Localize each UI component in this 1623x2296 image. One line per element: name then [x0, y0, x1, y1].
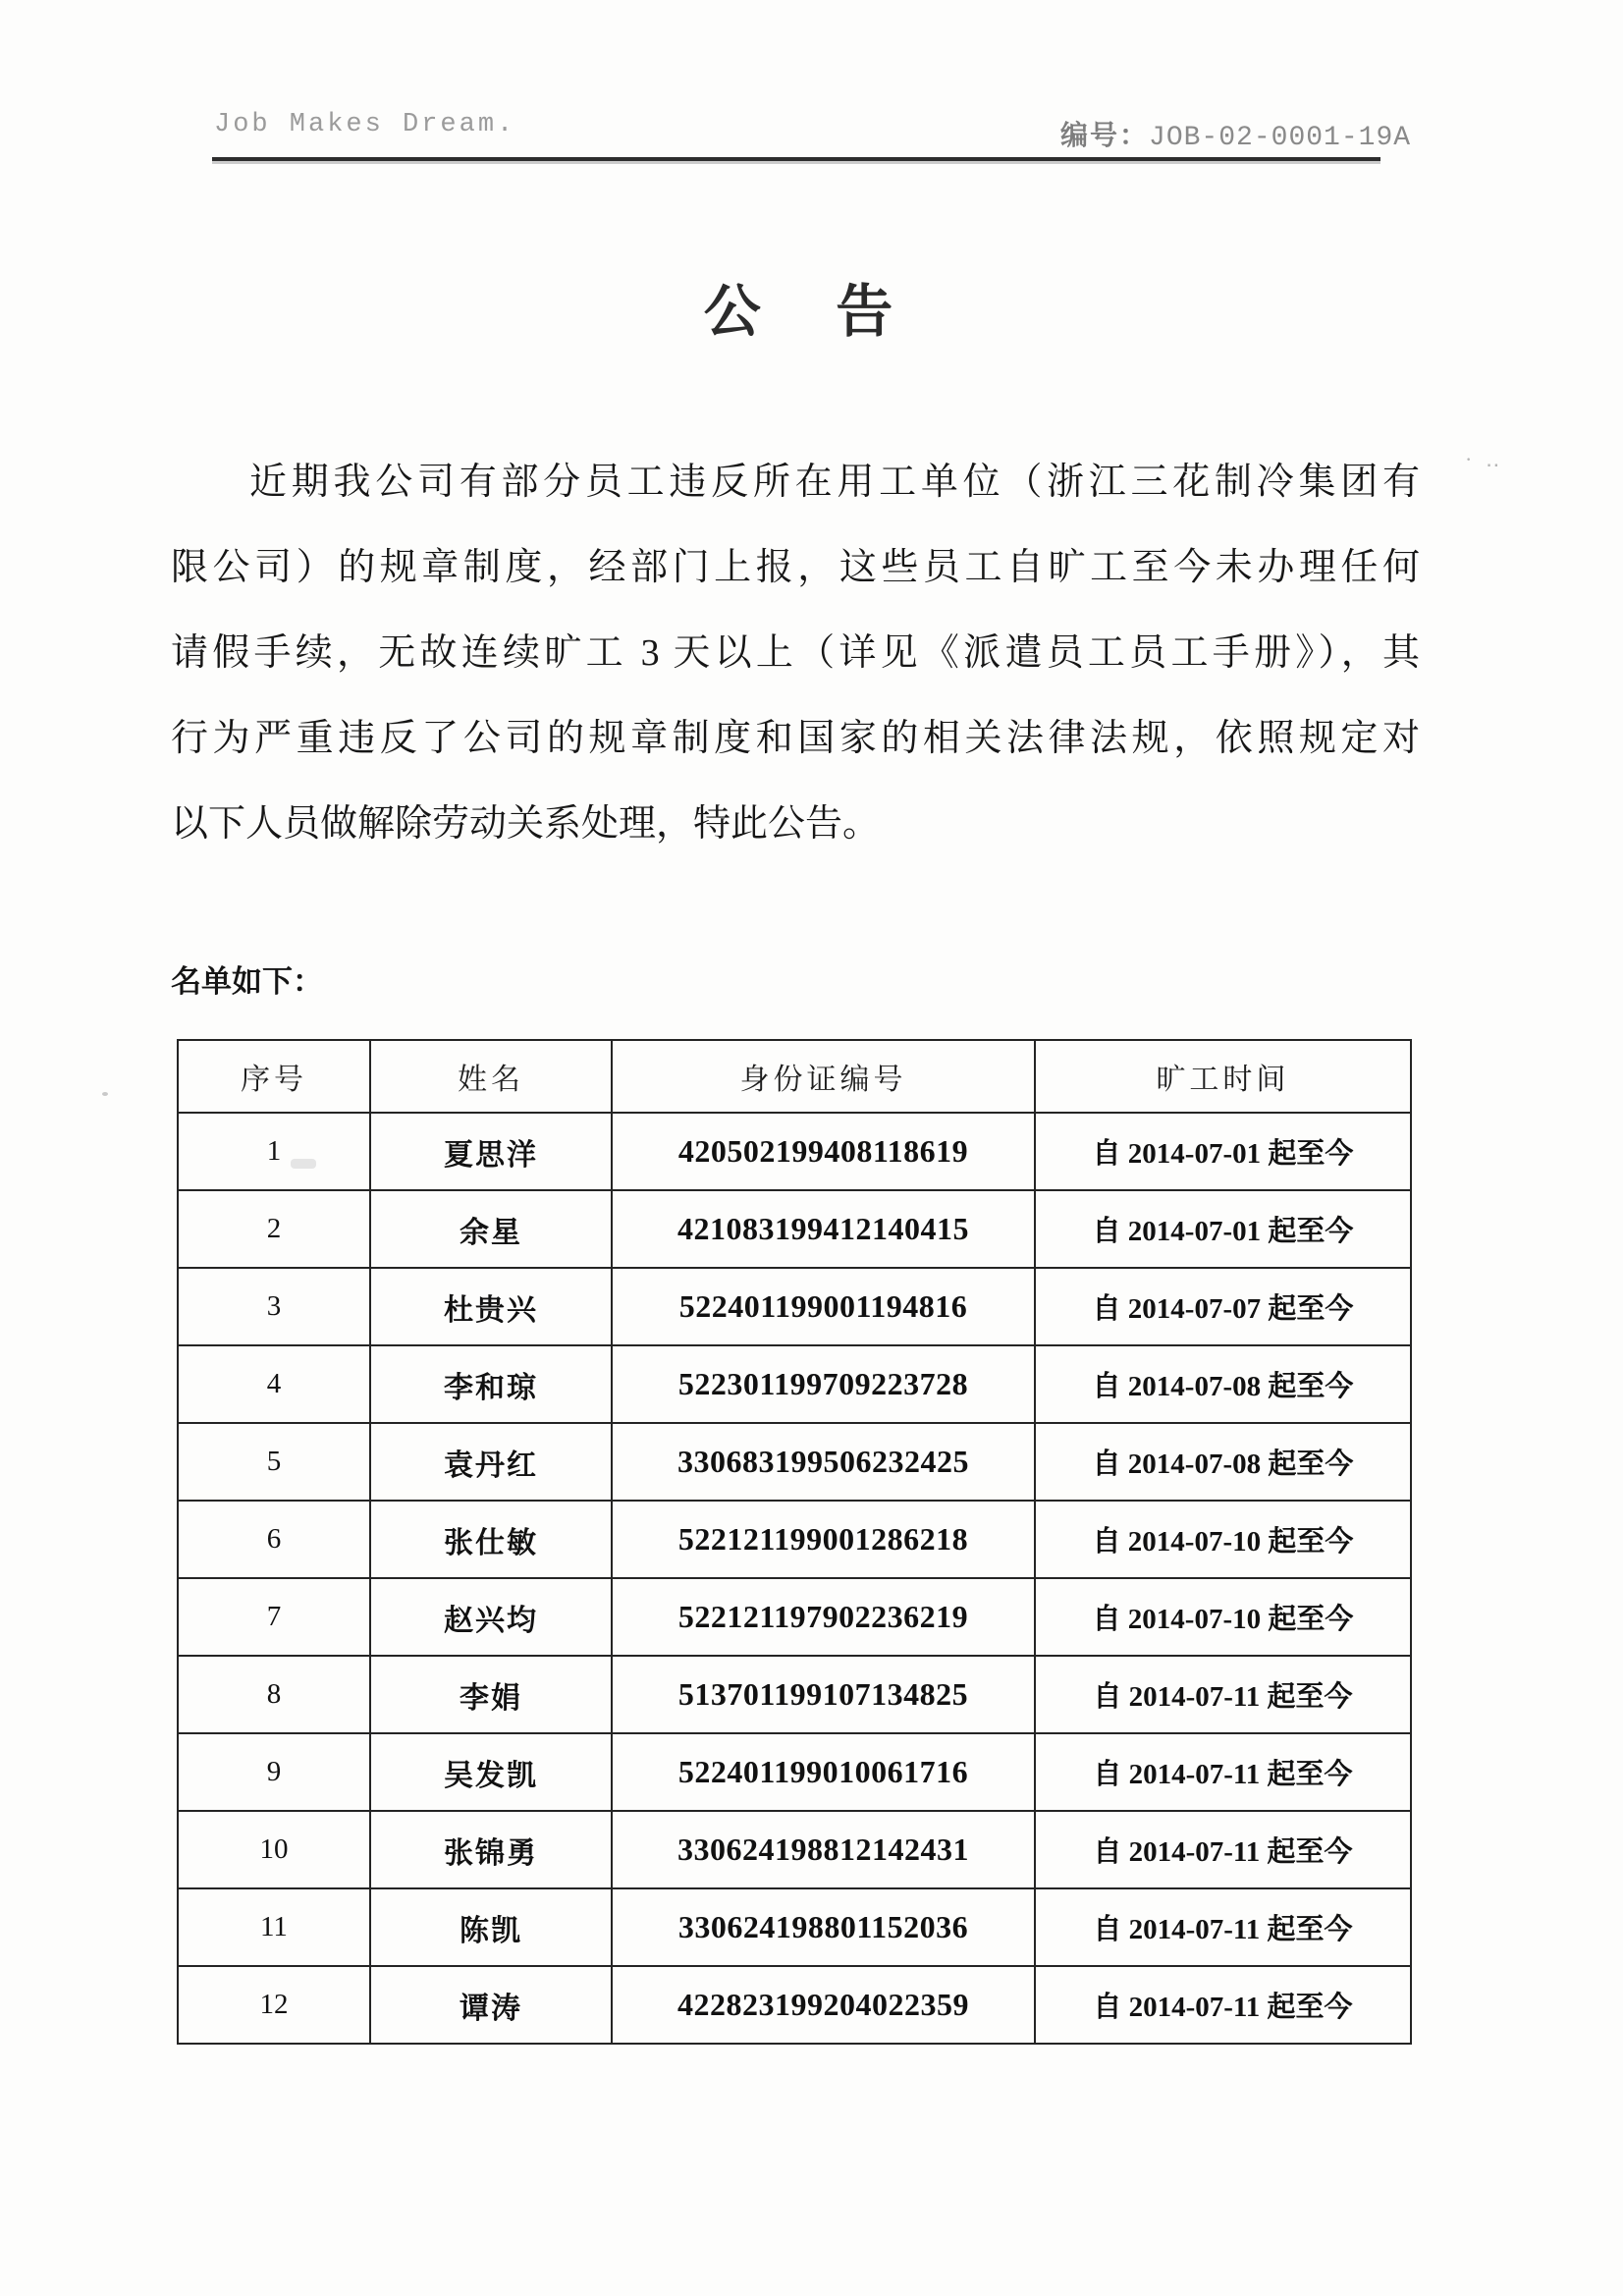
cell-name: 陈凯	[370, 1888, 612, 1966]
cell-id: 522301199709223728	[612, 1345, 1035, 1423]
table-row	[178, 1190, 1411, 1268]
cell-no: 9	[178, 1733, 370, 1811]
body-line: 行为严重违反了公司的规章制度和国家的相关法律法规，依照规定对	[171, 718, 1420, 759]
cell-name: 张锦勇	[370, 1811, 612, 1888]
scan-noise-speck	[102, 1092, 108, 1096]
page-title: 公 告	[703, 280, 907, 344]
cell-time: 自 2014-07-11 起至今	[1035, 1966, 1411, 2044]
cell-no: 6	[178, 1501, 370, 1578]
table-row	[178, 1423, 1411, 1501]
cell-id: 513701199107134825	[612, 1656, 1035, 1733]
cell-time: 自 2014-07-01 起至今	[1035, 1113, 1411, 1190]
doc-number-label: 编号：	[1060, 121, 1150, 151]
cell-time: 自 2014-07-07 起至今	[1035, 1268, 1411, 1345]
scan-noise-smudge	[291, 1159, 316, 1169]
table-row	[178, 1888, 1411, 1966]
doc-number	[1060, 114, 1411, 153]
column-header-period: 旷工时间	[1035, 1040, 1411, 1113]
cell-id: 522121197902236219	[612, 1578, 1035, 1656]
scan-noise-dots: · ‥	[1465, 447, 1504, 471]
cell-name: 李和琼	[370, 1345, 612, 1423]
cell-no: 7	[178, 1578, 370, 1656]
cell-name: 吴发凯	[370, 1733, 612, 1811]
body-line: 以下人员做解除劳动关系处理，特此公告。	[171, 803, 881, 845]
cell-time: 自 2014-07-11 起至今	[1035, 1656, 1411, 1733]
table-row	[178, 1113, 1411, 1190]
list-label: 名单如下：	[171, 964, 323, 999]
cell-time: 自 2014-07-01 起至今	[1035, 1190, 1411, 1268]
header-divider	[212, 157, 1380, 161]
cell-no: 2	[178, 1190, 370, 1268]
column-header-id: 身份证编号	[612, 1040, 1035, 1113]
cell-name: 李娟	[370, 1656, 612, 1733]
table-row	[178, 1578, 1411, 1656]
table-row	[178, 1268, 1411, 1345]
column-header-no: 序号	[178, 1040, 370, 1113]
cell-name: 袁丹红	[370, 1423, 612, 1501]
table-header-row	[178, 1040, 1411, 1113]
cell-no: 12	[178, 1966, 370, 2044]
cell-no: 10	[178, 1811, 370, 1888]
cell-id: 422823199204022359	[612, 1966, 1035, 2044]
cell-no: 1	[178, 1113, 370, 1190]
cell-time: 自 2014-07-11 起至今	[1035, 1733, 1411, 1811]
body-line: 限公司）的规章制度，经部门上报，这些员工自旷工至今未办理任何	[171, 547, 1420, 588]
cell-id: 330683199506232425	[612, 1423, 1035, 1501]
cell-no: 11	[178, 1888, 370, 1966]
cell-name: 杜贵兴	[370, 1268, 612, 1345]
header-slogan: Job Makes Dream.	[214, 110, 516, 139]
cell-name: 夏思洋	[370, 1113, 612, 1190]
table-row	[178, 1733, 1411, 1811]
table-row	[178, 1345, 1411, 1423]
cell-time: 自 2014-07-11 起至今	[1035, 1888, 1411, 1966]
cell-no: 4	[178, 1345, 370, 1423]
table-row	[178, 1501, 1411, 1578]
cell-id: 330624198801152036	[612, 1888, 1035, 1966]
cell-time: 自 2014-07-10 起至今	[1035, 1501, 1411, 1578]
doc-number-value: JOB-02-0001-19A	[1149, 123, 1412, 153]
cell-id: 522121199001286218	[612, 1501, 1035, 1578]
table-row	[178, 1966, 1411, 2044]
cell-id: 421083199412140415	[612, 1190, 1035, 1268]
cell-no: 3	[178, 1268, 370, 1345]
cell-name: 谭涛	[370, 1966, 612, 2044]
cell-no: 8	[178, 1656, 370, 1733]
cell-time: 自 2014-07-08 起至今	[1035, 1423, 1411, 1501]
cell-time: 自 2014-07-11 起至今	[1035, 1811, 1411, 1888]
table-row	[178, 1811, 1411, 1888]
cell-id: 420502199408118619	[612, 1113, 1035, 1190]
cell-id: 330624198812142431	[612, 1811, 1035, 1888]
body-line: 请假手续，无故连续旷工 3 天以上（详见《派遣员工员工手册》），其	[171, 632, 1420, 674]
cell-time: 自 2014-07-08 起至今	[1035, 1345, 1411, 1423]
body-line: 近期我公司有部分员工违反所在用工单位（浙江三花制冷集团有	[249, 462, 1420, 503]
personnel-table	[177, 1039, 1412, 2045]
cell-no: 5	[178, 1423, 370, 1501]
announcement-paragraph	[171, 440, 1420, 867]
cell-time: 自 2014-07-10 起至今	[1035, 1578, 1411, 1656]
cell-name: 赵兴均	[370, 1578, 612, 1656]
cell-id: 522401199010061716	[612, 1733, 1035, 1811]
cell-name: 张仕敏	[370, 1501, 612, 1578]
cell-name: 余星	[370, 1190, 612, 1268]
cell-id: 522401199001194816	[612, 1268, 1035, 1345]
table-row	[178, 1656, 1411, 1733]
column-header-name: 姓名	[370, 1040, 612, 1113]
